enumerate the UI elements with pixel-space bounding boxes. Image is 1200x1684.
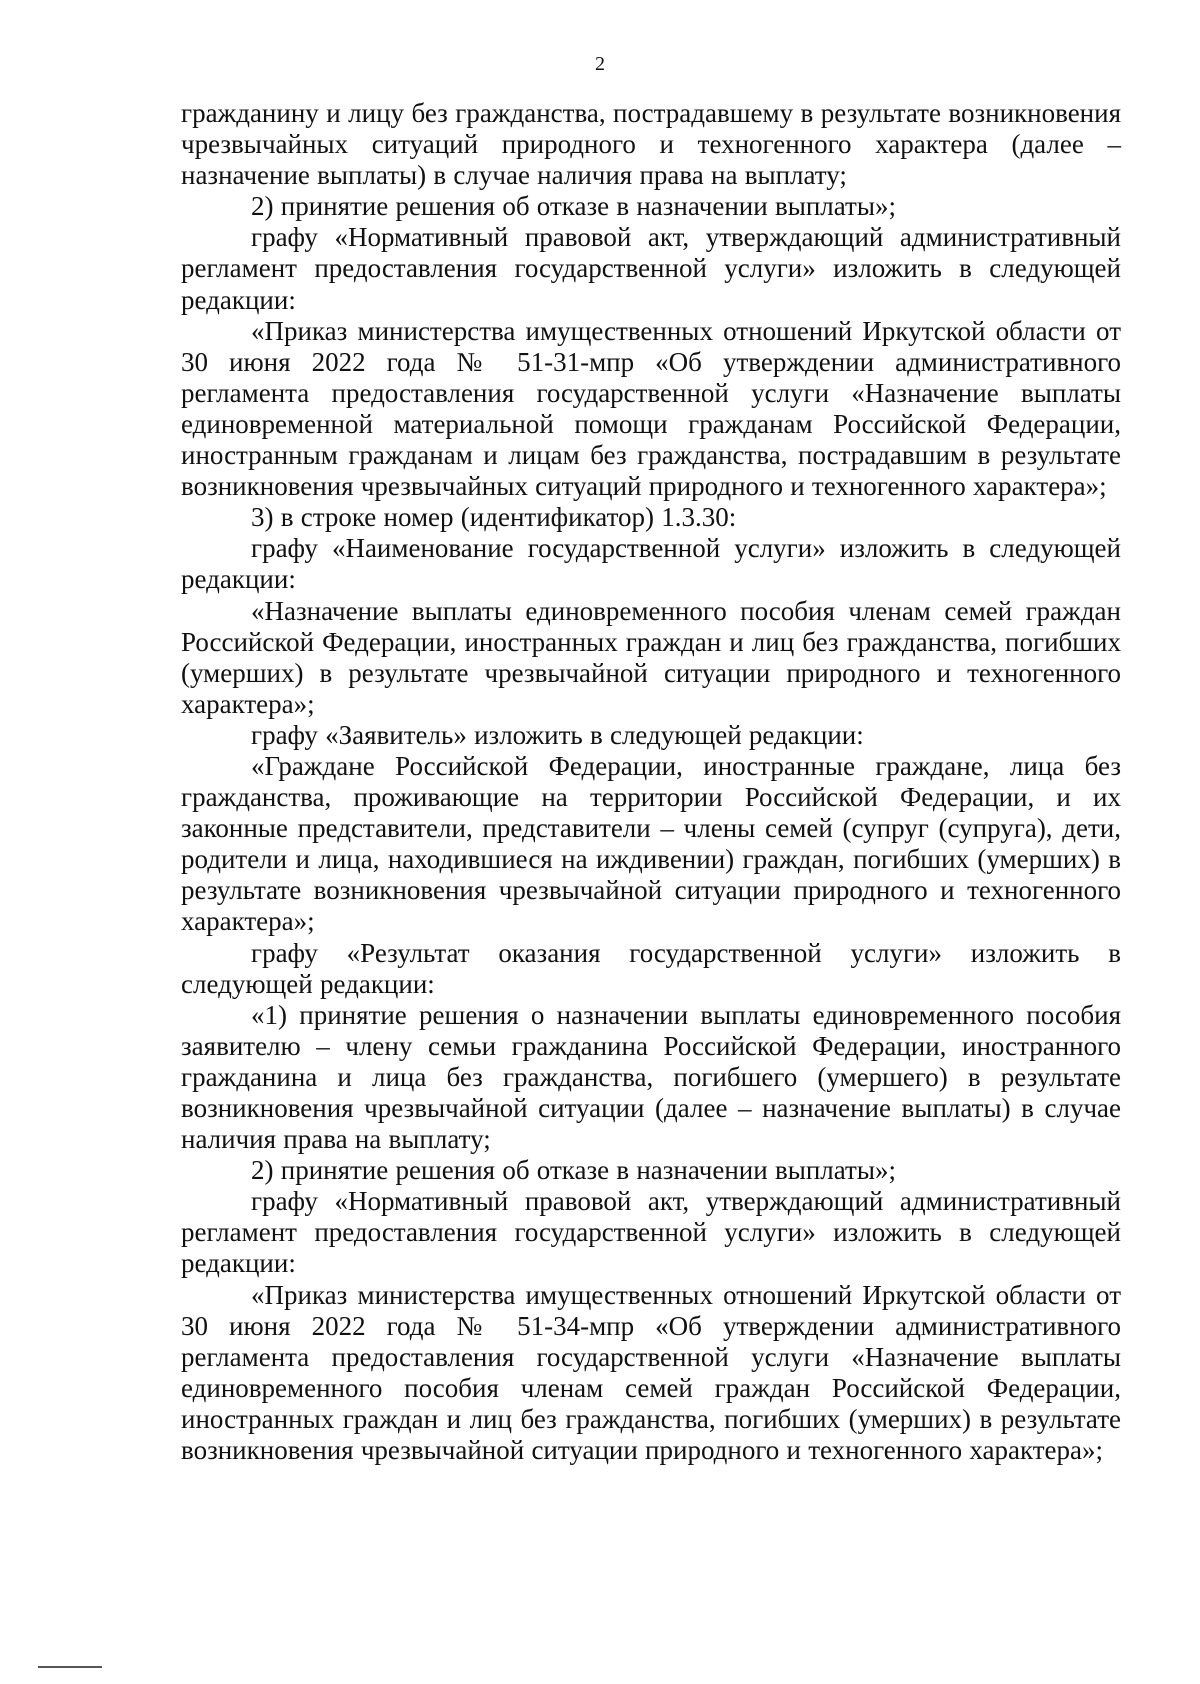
paragraph-row-1-3-30: 3) в строке номер (идентификатор) 1.3.30: [251,502,737,533]
paragraph-normative-act-heading: графу «Нормативный правовой акт, утверждающий административный регламент предоставления государственной услуги» изложить в следующей редакции: [181,222,1121,315]
paragraph-order-51-34: «Приказ министерства имущественных отношений Иркутской области от 30 июня 2022 года № 51-34-мпр «Об утверждении административного регламента предоставления государственной услуги «Назначение выплаты единовременного пособия членам семей граждан Российской Федерации, иностранных граждан и лиц без гражданства, погибших (умерших) в результате возникновения чрезвычайной ситуации природного и техногенного характера»; [181,1279,1121,1466]
paragraph-continuation: гражданину и лицу без гражданства, пострадавшему в результате возникновения чрезвычайных ситуаций природного и техногенного характера (далее – назначение выплаты) в случае наличия права на выплату; [181,98,1121,191]
scan-artifact-line [38,1666,102,1668]
paragraph-result-heading: графу «Результат оказания государственной услуги» изложить в следующей редакции: [181,937,1121,999]
paragraph-order-51-31: «Приказ министерства имущественных отношений Иркутской области от 30 июня 2022 года № 51-31-мпр «Об утверждении административного регламента предоставления государственной услуги «Назначение выплаты единовременной материальной помощи гражданам Российской Федерации, иностранным гражданам и лицам без гражданства, пострадавшим в результате возникновения чрезвычайных ситуаций природного и техногенного характера»; [181,315,1121,502]
paragraph-service-name: «Назначение выплаты единовременного пособия членам семей граждан Российской Федерации, иностранных граждан и лиц без гражданства, погибших (умерших) в результате чрезвычайной ситуации природного и техногенного характера»; [181,595,1121,719]
paragraph-result-item-2: 2) принятие решения об отказе в назначении выплаты»; [251,1155,896,1186]
page-number: 2 [595,53,605,75]
document-body [181,98,1121,1466]
paragraph-service-name-heading: графу «Наименование государственной услуги» изложить в следующей редакции: [181,533,1121,595]
paragraph-normative-act-heading-2: графу «Нормативный правовой акт, утверждающий административный регламент предоставления государственной услуги» изложить в следующей редакции: [181,1186,1121,1279]
paragraph-item-2-refusal: 2) принятие решения об отказе в назначении выплаты»; [251,191,896,222]
paragraph-applicant-heading: графу «Заявитель» изложить в следующей редакции: [251,719,864,750]
paragraph-result-item-1: «1) принятие решения о назначении выплаты единовременного пособия заявителю – члену семьи гражданина Российской Федерации, иностранного гражданина и лица без гражданства, погибшего (умершего) в результате возникновения чрезвычайной ситуации (далее – назначение выплаты) в случае наличия права на выплату; [181,999,1121,1155]
paragraph-applicant: «Граждане Российской Федерации, иностранные граждане, лица без гражданства, проживающие на территории Российской Федерации, и их законные представители, представители – члены семей (супруг (супруга), дети, родители и лица, находившиеся на иждивении) граждан, погибших (умерших) в результате возникновения чрезвычайной ситуации природного и техногенного характера»; [181,750,1121,937]
